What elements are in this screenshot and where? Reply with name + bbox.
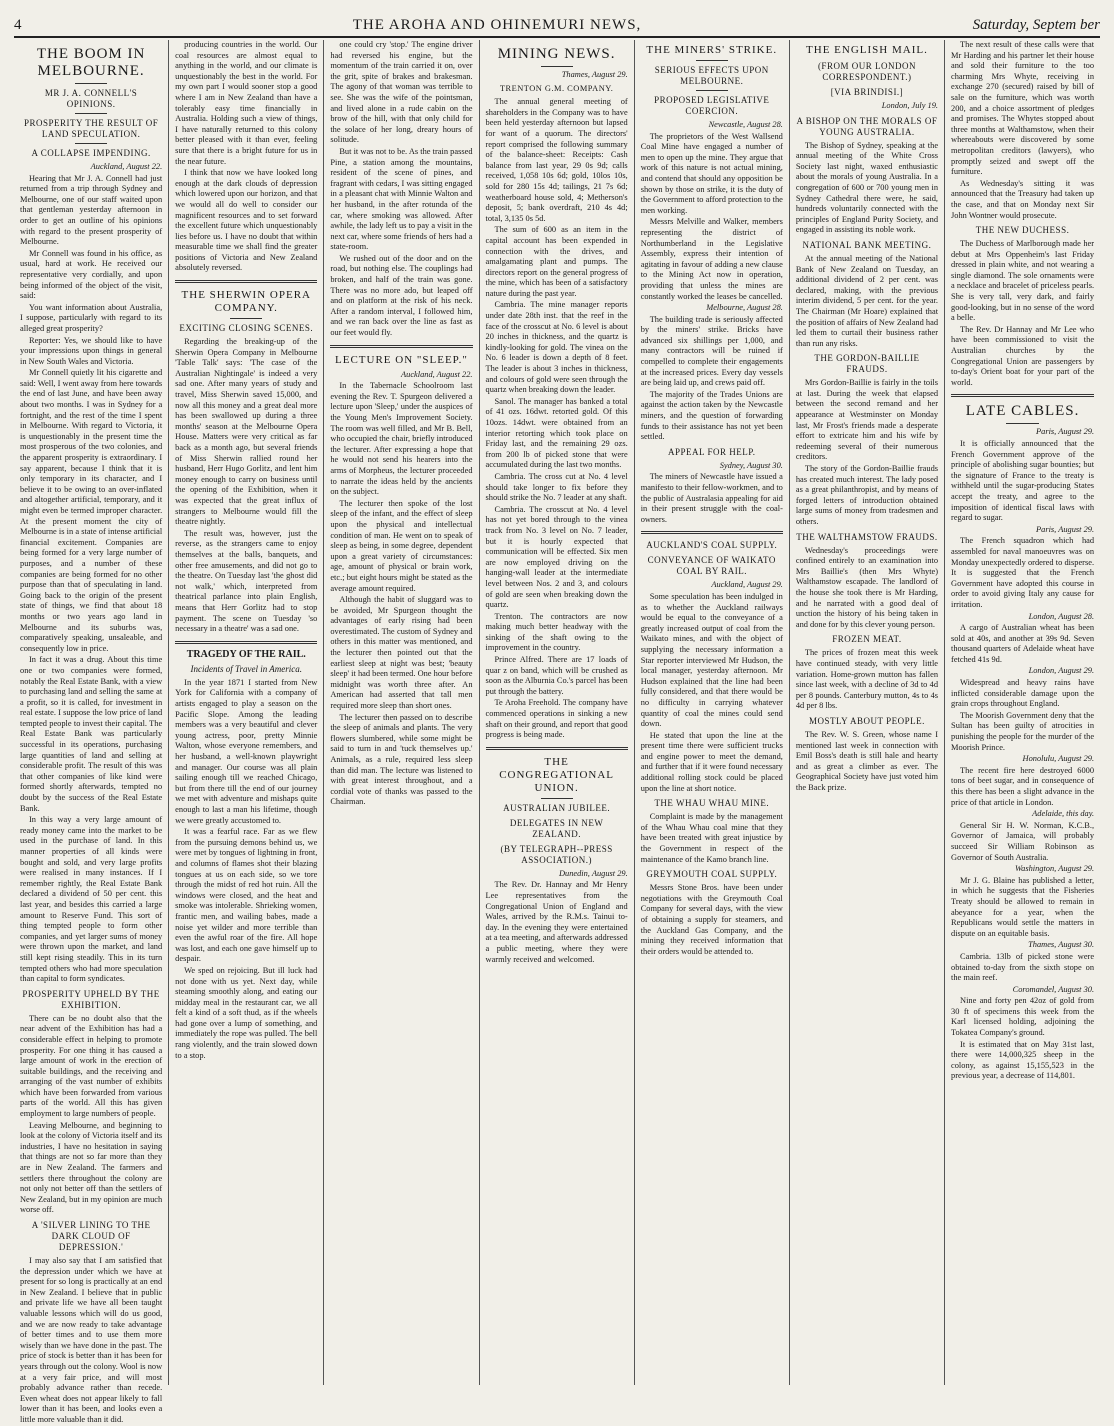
dateline: London, July 19. (881, 101, 939, 110)
article-subheading: (BY TELEGRAPH--PRESS ASSOCIATION.) (500, 843, 613, 865)
section-heading: NATIONAL BANK MEETING. (802, 239, 932, 250)
paragraph: The Moorish Government deny that the Sultan has been guilty of atrocities in punishing the people for the murder of the Moorish Prince. (951, 710, 1095, 752)
paragraph: The Rev. Dr. Hannay and Mr Henry Lee representatives from the Congregational Union of England and Wales, arrived by the R.M.s. Tainui to-day. In the evening they were entertained at a tea meeting, and afterwards addressed a public meeting, where they were warmly received and welcomed. (485, 880, 628, 964)
paragraph: Leaving Melbourne, and beginning to look at the colony of Victoria itself and its industries, I have no hesitation in saying that things are not so far more than they are in New Zealand. The farmers and settlers there throughout the colony are not only not better off than the settlers of New Zealand, but in my opinion are much worse off. (20, 1120, 163, 1215)
paragraph: But it was not to be. As the train passed Pine, a station among the mountains, resident of the scene of pines, and fragrant with cedars, I was sitting engaged in a pleasant chat with Minnie Walton and her husband, in the after rotunda of the car, where smoking was allowed. After awhile, the lady left us to pay a visit in the next car, where some friends of hers had a state-room. (330, 146, 473, 252)
paragraph: Mr Connell quietly lit his cigarette and said: Well, I went away from here towards the end of last June, and have been away about two months. I was in Sydney for a fortnight, and the rest of the time I spent in Melbourne. With regard to Victoria, it is unquestionably in the present time the most prosperous of the two colonies, and the apparent prosperity is extraordinary. I say apparent, because I think that it is only temporary in its character, and I believe it to be owing to an over-inflated and altogether artificial, temporary, and it might even be termed improper character. At the present moment the city of Melbourne is in a state of intense artificial financial excitement. Companies are being formed for a very large number of purposes, and a number of these companies are being formed for no other purpose than that of speculating in land. Going back to the origin of the present state of things, we find that about 18 months or two years ago land in Melbourne and its suburbs was, comparatively speaking, unsaleable, and consequently low in price. (20, 368, 163, 653)
article-subheading: DELEGATES IN NEW ZEALAND. (509, 817, 604, 839)
paragraph: Messrs Stone Bros. have been under negotiations with the Greymouth Coal Company for several days, with the view of obtaining a supply for steamers, and the Auckland Gas Company, and the mining they received information that their orders would be attended to. (640, 883, 783, 956)
section-heading: A BISHOP ON THE MORALS OF YOUNG AUSTRALIA. (796, 115, 938, 137)
divider (951, 394, 1094, 397)
article-subheading: A COLLAPSE IMPENDING. (31, 148, 151, 158)
paragraph: Although the habit of sluggard was to be avoided, Mr Spurgeon thought the advantages of early rising had been overestimated. The custom of Sydney and others in this matter was mentioned, and the lecturer then pointed out that the earliest sleep at night was best; 'beauty sleep' it had been termed. One hour before midnight was worth three after. An American had asserted that tall men required more sleep than short ones. (330, 595, 473, 711)
article-subheading: CONVEYANCE OF WAIKATO COAL BY RAIL. (647, 555, 776, 577)
paragraph: Trenton. The contractors are now making much better headway with the sinking of the shaft owing to the improvement in the country. (485, 611, 628, 653)
paragraph: The Rev. W. S. Green, whose name I mentioned last week in connection with Emil Boss's death is still hale and hearty and as great a climber as ever. The Geographical Society have just voted him the Back prize. (795, 729, 939, 792)
divider (330, 345, 472, 348)
masthead (14, 8, 1100, 38)
paragraph: In the year 1871 I started from New York for California with a company of artists engaged to play a season on the Pacific Slope. Among the leading members was a very beautiful and clever young actress, poor, pretty Minnie Walton, whose everyone remembers, and her husband, a well-known playwright and manager. Our course was all plain sailing enough till we reached Chicago, but from there till the end of our journey we met with adventure and mishaps quite enough to last a man his lifetime, though we were greatly accustomed to. (175, 677, 318, 825)
divider (230, 318, 262, 319)
paragraph: The prices of frozen meat this week have continued steady, with very little variation. Home-grown mutton has fallen since last week, with a decline of 3d to 4d per 8 pounds. Canterbury mutton, 4s to 4s 4d per 8 lbs. (795, 648, 939, 711)
dateline: Paris, August 29. (1036, 427, 1095, 437)
paragraph: Te Aroha Freehold. The company have commenced operations in sinking a new shaft on their ground, and report that good progress is being made. (485, 698, 628, 740)
paragraph: The annual general meeting of shareholders in the Company was to have been held yesterday afternoon but lapsed for want of a quorum. The directors' report comprised the following summary of the balance-sheet: Receipts: Cash balance from last year, 29 0s 9d; calls received, 1,058 10s 6d; gold, 10los 10s, sold for 280 15s 4d; tailings, 21 7s 6d; weatherboard house sold, 4; Metherson's deposit, 5; bank overdraft, 210 4s 4d; total, 3,135 0s 5d. (485, 97, 628, 223)
paragraph: Some speculation has been indulged in as to whether the Auckland railways would be equal to the conveyance of a greatly increased output of coal from the Waikato mines, and with the object of supplying the necessary information a Star reporter interviewed Mr Hudson, the local manager, yesterday afternoon. Mr Hudson explained that the line had been fully considered, and that there would be no difficulty in carrying whatever quantity of coal the mines could send down. (640, 591, 783, 729)
dateline: Honolulu, August 29. (1022, 754, 1095, 764)
dateline: Thames, August 29. (561, 70, 628, 79)
paragraph: I think that now we have looked long enough at the dark clouds of depression which lowered upon our horizon, and that we would all do well to consider our magnificent resources and to set forward the excellent future which unquestionably lies before us. I have no doubt that within measurable time we shall find the greater positions of Victoria and New Zealand absolutely reversed. (175, 168, 318, 273)
paragraph: In the Tabernacle Schoolroom last evening the Rev. T. Spurgeon delivered a lecture upon 'Sleep,' under the auspices of the Young Men's Improvement Society. The room was well filled, and Mr B. Bell, who occupied the chair, briefly introduced the lecturer. After expressing a hope that he would not send his hearers into the arms of Morpheus, the lecturer proceeded to narrate the ideas held by the ancients on the subject. (330, 381, 473, 497)
paragraph: The proprietors of the West Wallsend Coal Mine have engaged a number of men to open up the mine. They argue that work of this nature is not actual mining, and contend that should any opposition be shown by those on strike, it is the duty of the Government to afford protection to the men working. (640, 131, 783, 215)
paragraph: The sum of 600 as an item in the capital account has been expended in connection with the drives, and amalgamating plant and pumps. The directors report on the general progress of the mine, which has been of a satisfactory nature during the past year. (485, 225, 628, 298)
divider (75, 113, 107, 114)
paragraph: Mrs Gordon-Baillie is fairly in the toils at last. During the week that elapsed between the second remand and her appearance at Westminster on Monday last, Mr Frost's friends made a desperate effort to extricate him and his wife by redeeming several of their numerous creditors. (795, 378, 939, 462)
dateline: London, August 29. (1028, 666, 1095, 676)
paragraph: The Duchess of Marlborough made her debut at Mrs Oppenheim's last Friday dressed in plain white, and not wearing a single diamond. The sole ornaments were a necklace and bracelet of priceless pearls. She is very tall, very dark, and fairly good-looking, but in no sense of the word a belle. (951, 239, 1095, 323)
paragraph: General Sir H. W. Norman, K.C.B., Governor of Jamaica, will probably succeed Sir William Robinson as Governor of South Australia. (951, 820, 1095, 862)
section-heading: FROZEN MEAT. (832, 634, 902, 645)
divider (541, 798, 573, 799)
divider (696, 60, 728, 61)
paragraph: Cambria. 13lb of picked stone were obtained to-day from the sixth stope on the main reef. (951, 951, 1095, 983)
divider (541, 66, 573, 67)
article-heading: THE SHERWIN OPERA COMPANY. (181, 289, 311, 315)
paragraph: Mr Connell was found in his office, as usual, hard at work. He received our representative very cordially, and upon being informed of the object of the visit, said: (20, 248, 163, 301)
paragraph: The result was, however, just the reverse, as the strangers came to enjoy themselves at the balls, banquets, and other free amusements, and did not go to the theatre. On Tuesday last 'the ghost did not walk,' which, interpreted from theatrical parlance into plain English, means that Herr Gorlitz had to stop payment. The scene on Tuesday 'so necessary in a theatre' was a sad one. (175, 528, 318, 634)
article-subheading: PROPOSED LEGISLATIVE COERCION. (654, 95, 770, 116)
column-3 (324, 40, 479, 1385)
article-subheading: (FROM OUR LONDON CORRESPONDENT.) (817, 61, 916, 82)
article-subheading: AUSTRALIAN JUBILEE. (503, 802, 611, 813)
paragraph: Messrs Melville and Walker, members representing the district of Northumberland in the Legislative Assembly, express their intention of agitating in favour of adding a new clause to the Mining Act now in operation, providing that unless the mines are constantly worked the leases be cancelled. (640, 217, 783, 301)
paragraph: The building trade is seriously affected by the miners' strike. Bricks have advanced six shillings per 1,000, and many contractors will be ruined if compelled to complete their engagements at the increased prices. Every day vessels are being laid up, and crews paid off. (640, 314, 783, 388)
newspaper-title: THE AROHA AND OHINEMURI NEWS, (352, 17, 642, 33)
paragraph: In this way a very large amount of ready money came into the market to be used in the purchase of land. In this manner properties of all kinds were bought and sold, and very large profits were realised in many instances. If I remember rightly, the Real Estate Bank declared a dividend of 50 per cent. this last year, and besides this carried a large amount to Reserve Fund. This sort of thing tempted people to form other companies, and yet larger sums of money were thrown upon the market, and land still kept rising steadily. This in its turn tempted others who had more speculation than capital to form syndicates. (20, 815, 163, 984)
section-heading: THE NEW DUCHESS. (975, 225, 1070, 236)
article-heading: THE ENGLISH MAIL. (806, 44, 928, 56)
paragraph: The Rev. Dr Hannay and Mr Lee who have been commissioned to visit the Australian churches by the Congregational Union are passengers by to-day's Orient boat for your part of the world. (951, 324, 1095, 387)
paragraph: Hearing that Mr J. A. Connell had just returned from a trip through Sydney and Melbourne, one of our staff waited upon that gentleman yesterday afternoon in order to get an outline of his opinions with regard to the present prosperity of Melbourne. (20, 173, 163, 247)
paragraph: A cargo of Australian wheat has been sold at 40s, and another at 39s 9d. Seven thousand quarters of Adelaide wheat have fetched 41s 9d. (951, 623, 1095, 664)
paragraph: He stated that upon the line at the present time there were sufficient trucks and engine power to meet the demand, and further that if it were found necessary additional rolling stock could be placed upon the line at short notice. (640, 730, 783, 793)
paragraph: The French squadron which had assembled for naval manoeuvres was on Monday unexpectedly ordered to disperse. It is suggested that the French Government have adopted this course in order to avoid giving Italy any cause for irritation. (951, 536, 1095, 609)
article-subheading: SERIOUS EFFECTS UPON MELBOURNE. (654, 65, 769, 86)
column-1 (14, 40, 169, 1424)
divider (175, 280, 317, 283)
paragraph: Widespread and heavy rains have inflicted considerable damage upon the grain crops throughout England. (951, 678, 1095, 709)
paragraph: Wednesday's proceedings were confined entirely to an examination into Mrs Baillie's (then Mrs Whyte) Walthamstow escapade. The landlord of the house she took there is Mr Harding, and he narrated with a good deal of unction the history of his being taken in and done for by this clever young person. (795, 545, 939, 629)
divider (486, 747, 628, 750)
paragraph: The Bishop of Sydney, speaking at the annual meeting of the White Cross Society last night, waxed enthusiastic about the morals of young Australia. In a congregation of 600 or 700 young men in Sydney Cathedral there were, he said, hundreds voluntarily connected with the principles of England Purity Society, and engaged in assisting its noble work. (795, 140, 939, 235)
section-heading: THE WALTHAMSTOW FRAUDS. (796, 531, 938, 542)
paragraph: producing countries in the world. Our coal resources are almost equal to anything in the world, and our climate is unquestionably the best in the world. For my own part I would sooner stop a good where I am in New Zealand than have a tolerably easy time financially in Australia. Holding such a view of things, I have naturally returned to this colony better pleased with it than ever, feeling sure that there is a bright future for us in the near future. (175, 40, 318, 166)
paragraph: The majority of the Trades Unions are against the action taken by the Newcastle miners, and the question of forwarding funds to their assistance has not yet been settled. (640, 389, 783, 442)
dateline: Sydney, August 30. (719, 460, 783, 470)
issue-date: Saturday, Septem ber (972, 17, 1100, 33)
article-subheading: Incidents of Travel in America. (190, 664, 303, 675)
paragraph: Cambria. The crosscut at No. 4 level has not yet bored through to the vinea track from No. 3 level on No. 7 leader, but it is hourly expected that communication will be effected. Six men are now employed driving on the hanging-wall leader at the intermediate level between Nos. 2 and 3, and colours of gold are seen when breaking down the quartz. (485, 504, 628, 610)
page-number: 4 (14, 17, 22, 33)
article-subheading: EXCITING CLOSING SCENES. (179, 323, 314, 334)
dateline: Auckland, August 22. (401, 369, 473, 379)
paragraph: There can be no doubt also that the near advent of the Exhibition has had a considerable effect in helping to promote prosperity. For one thing it has caused a large amount of work in the erection of suitable buildings, and the receiving and arranging of the vast number of exhibits which have been forwarded from various parts of the world. All this has given employment to large numbers of people. (20, 1013, 163, 1119)
paragraph: The lecturer then spoke of the lost sleep of the infant, and the effect of sleep upon the physical and intellectual condition of man. He went on to speak of sleep as being, in some degree, dependent upon a great variety of circumstances: age, amount of physical or brain work, etc.; but eight hours might be stated as the average amount required. (330, 498, 473, 593)
section-heading: THE WHAU WHAU MINE. (654, 798, 770, 809)
dateline: Coromandel, August 30. (1012, 984, 1095, 994)
paragraph: Cambria. The cross cut at No. 4 level should take longer to fix before they should strike the No. 7 leader at any shaft. (485, 471, 628, 503)
paragraph: Nine and forty pen 42oz of gold from 30 ft of specimens this week from the Karl licensed holding, adjoining the Tokatea Company's ground. (951, 996, 1095, 1038)
article-heading: AUCKLAND'S COAL SUPPLY. (646, 540, 778, 551)
divider (175, 641, 317, 644)
paragraph: Complaint is made by the management of the Whau Whau coal mine that they have been treated with great injustice by the Government in respect of the maintenance of the Kamo branch line. (640, 812, 783, 864)
paragraph: It was a fearful race. Far as we flew from the pursuing demons behind us, we were met by tongues of lightning in front, and columns of flames shot their blazing tongues at us on each side, so we tore through the midst of red hot ruin. All the windows were closed, and the heat and smoke was intolerable. Shrieking women, frantic men, and wailing babes, made a noise yet wilder and more terrible than even the awful roar of the fire. All hope was lost, and each one gave himself up to despair. (175, 827, 318, 964)
paragraph: At the annual meeting of the National Bank of New Zealand on Tuesday, an additional dividend of 2 per cent. was declared, making, with the previous interim dividend, 5 per cent. for the year. The Chairman (Mr Hoare) explained that the position of affairs of New Zealand had led them to curtail their business rather than run any risks. (795, 253, 939, 348)
paragraph: In fact it was a drug. About this time one or two companies were formed, notably the Real Estate Bank, with a view to purchasing land and selling the same at a profit, so it is called, for investment in real estate. I suppose the low price of land tempted people to invest their capital. The Real Estate Bank was particularly successful in its operations, purchasing large quantities of land and selling at considerable profit. The result of this was that other companies of like kind were formed shortly afterwards, tempted no doubt by the success of the Real Estate Bank. (20, 655, 163, 813)
divider (641, 531, 783, 534)
dateline: Washington, August 29. (1014, 864, 1095, 874)
paragraph: The next result of these calls were that Mr Harding and his partner let their house and sold their furniture to the too charming Mrs Whyte, receiving in exchange 270 (secured) raised by bill of sale on the furniture, which was worth 200, and a choice assortment of pledges and promises. The Whytes stopped about three months at Walthamstow, when their whereabouts were discovered by some metropolitan creditors (lawyers), who promptly seized and swept off the furniture. (951, 40, 1095, 177)
paragraph: We rushed out of the door and on the road, but nothing else. The couplings had broken, and half of the train was gone. There was no more ado, but leaped off and on platform at the risk of his neck. After a random interval, I followed him, and we ran back over the line as fast as our feet would fly. (330, 253, 473, 338)
paragraph: The miners of Newcastle have issued a manifesto to their fellow-workmen, and to the public of Australasia appealing for aid in their present struggle with the coal-owners. (640, 472, 783, 524)
column-2 (169, 40, 324, 1385)
article-heading: THE CONGREGATIONAL UNION. (499, 755, 615, 794)
paragraph: The lecturer then passed on to describe the sleep of animals and plants. The very flowers slumbered, while some might be said to turn in and 'tuck themselves up.' Animals, as a rule, required less sleep than did man. The lecture was listened to with great interest throughout, and a cordial vote of thanks was passed to the Chairman. (330, 712, 473, 807)
article-subheading: PROSPERITY THE RESULT OF LAND SPECULATION. (23, 118, 159, 139)
divider (696, 90, 728, 91)
paragraph: It is estimated that on May 31st last, there were 14,000,325 sheep in the colony, as against 15,155,523 in the previous year, a decrease of 114,801. (951, 1039, 1095, 1081)
section-heading: THE GORDON-BAILLIE FRAUDS. (814, 353, 920, 375)
column-4 (480, 40, 635, 1385)
dateline: Auckland, August 29. (711, 580, 783, 590)
paragraph: It is officially announced that the French Government approve of the principle of abolishing sugar bounties; but the signature of France to the treaty is withheld until the sugar-producing States accept the treaty, and agree to the imposition of identical fiscal laws with regard to sugar. (951, 439, 1095, 523)
paragraph: Cambria. The mine manager reports under date 28th inst. that the reef in the face of the crosscut at No. 6 level is about 20 inches in thickness, and the quartz is kindly-looking for gold. The vinea on the No. 6 leader is down a depth of 8 feet. The leader is about 3 inches in thickness, and colours of gold were seen through the quartz when breaking down the leader. (485, 300, 628, 395)
paragraph: We sped on rejoicing. But ill luck had not done with us yet. Next day, while steaming smoothly along, and eating our midday meal in the restaurant car, we all felt a kind of a soft thud, as if the wheels had gone over a lump of something, and immediately the rope was pulled. The bell rang violently, and the train slowed down to a stop. (175, 965, 318, 1060)
paragraph: I may also say that I am satisfied that the depression under which we have at present for so long is practically at an end in New Zealand. I believe that in public and private life we have all been taught valuable lessons which will do us good, and we are now ready to take advantage of better times and to use them more wisely than we have done in the past. The price of stock is better than it has been for years through out the colony. Wool is now at a very fair price, and will most probably advance rather than recede. Even wheat does not appear likely to fall lower than it has been, and looks even a little more valuable than it did. (20, 1256, 163, 1424)
dateline: Paris, August 29. (1036, 524, 1095, 534)
paragraph: The recent fire here destroyed 6000 tons of beet sugar, and in consequence of this there has been a slight advance in the price of that article in London. (951, 765, 1095, 807)
paragraph: one could cry 'stop.' The engine driver had reversed his engine, but the momentum of the train carried it on, over the grit, spite of brakes and brakesman. The agony of that woman was terrible to see. She was the wife of the pointsman, and lived alone in a rude cabin on the brow of the hill, with that only child for the solace of her long, dreary hours of solitude. (330, 40, 473, 145)
paragraph: You want information about Australia, I suppose, particularly with regard to its alleged great prosperity? (20, 302, 163, 333)
article-subheading: [VIA BRINDISI.] (830, 87, 904, 97)
paragraph: The story of the Gordon-Baillie frauds has created much interest. The lady posed as a great philanthropist, and by means of forged letters of introduction obtained large sums of money from tradesmen and others. (795, 464, 939, 526)
divider (75, 143, 107, 144)
section-heading: MOSTLY ABOUT PEOPLE. (809, 715, 925, 726)
section-heading: GREYMOUTH COAL SUPPLY. (646, 869, 778, 880)
article-heading: LECTURE ON "SLEEP." (335, 353, 468, 366)
paragraph: Prince Alfred. There are 17 loads of quar z on band, which will be crushed as soon as the Alburnia Co.'s parcel has been put through the battery. (485, 655, 628, 696)
paragraph: Sanol. The manager has banked a total of 41 ozs. 16dwt. retorted gold. Of this 10ozs. 14dwt. were obtained from an interior retorting which took place on Friday last, and the remaining 29 ozs. from 200 lb of picked stone that were accumulated during the last two months. (485, 396, 628, 470)
dateline: Melbourne, August 28. (706, 303, 783, 313)
dateline: Dunedin, August 29. (558, 868, 628, 878)
paragraph: As Wednesday's sitting it was announced that the Treasury had taken up the case, and that on Monday next Sir John Wontner would prosecute. (951, 178, 1095, 220)
dateline: Thames, August 30. (1028, 940, 1095, 950)
article-heading: THE BOOM IN MELBOURNE. (36, 46, 146, 79)
article-heading: MINING NEWS. (497, 46, 616, 62)
section-heading: APPEAL FOR HELP. (668, 446, 756, 457)
divider (1006, 423, 1039, 424)
dateline: Auckland, August 22. (90, 162, 163, 171)
section-heading: A 'SILVER LINING TO THE DARK CLOUD OF DEPRESSION.' (31, 1220, 151, 1252)
column-6 (790, 40, 945, 1385)
article-subheading: MR J. A. CONNELL'S OPINIONS. (44, 88, 138, 109)
dateline: Newcastle, August 28. (708, 120, 783, 129)
paragraph: Reporter: Yes, we should like to have your impressions upon things in general in New South Wales and Victoria. (20, 335, 163, 366)
column-5 (635, 40, 790, 1385)
paragraph: Mr J. G. Blaine has published a letter, in which he suggests that the Fisheries Treaty should be allowed to remain in abeyance for a year, when the Republicans would settle the matters in dispute on an equitable basis. (951, 875, 1095, 938)
column-7 (945, 40, 1100, 1385)
divider (75, 83, 107, 84)
article-heading: LATE CABLES. (965, 403, 1080, 420)
columns (14, 40, 1100, 1424)
paragraph: Regarding the breaking-up of the Sherwin Opera Company in Melbourne 'Table Talk' says: 'The case of the Australian Nightingale' is indeed a very sad one. After many years of study and travel, Miss Sherwin saved 15,000, and now all this money and a great deal more has been swallowed up during a three months' season at the Melbourne Opera House. Matters were very critical as far back as a month ago, but several friends of Miss Sherwin rallied round her husband, Herr Hugo Gorlitz, and lent him money enough to carry on business until the opening of the Exhibition, when it was expected that the great influx of strangers to Melbourne would fill the theatre nightly. (175, 337, 318, 527)
dateline: London, August 28. (1028, 611, 1095, 621)
dateline: Adelaide, this day. (1032, 809, 1095, 819)
article-subheading: TRENTON G.M. COMPANY. (499, 83, 614, 93)
article-heading: TRAGEDY OF THE RAIL. (186, 648, 306, 660)
article-heading: THE MINERS' STRIKE. (646, 44, 778, 56)
section-heading: PROSPERITY UPHELD BY THE EXHIBITION. (22, 988, 160, 1010)
